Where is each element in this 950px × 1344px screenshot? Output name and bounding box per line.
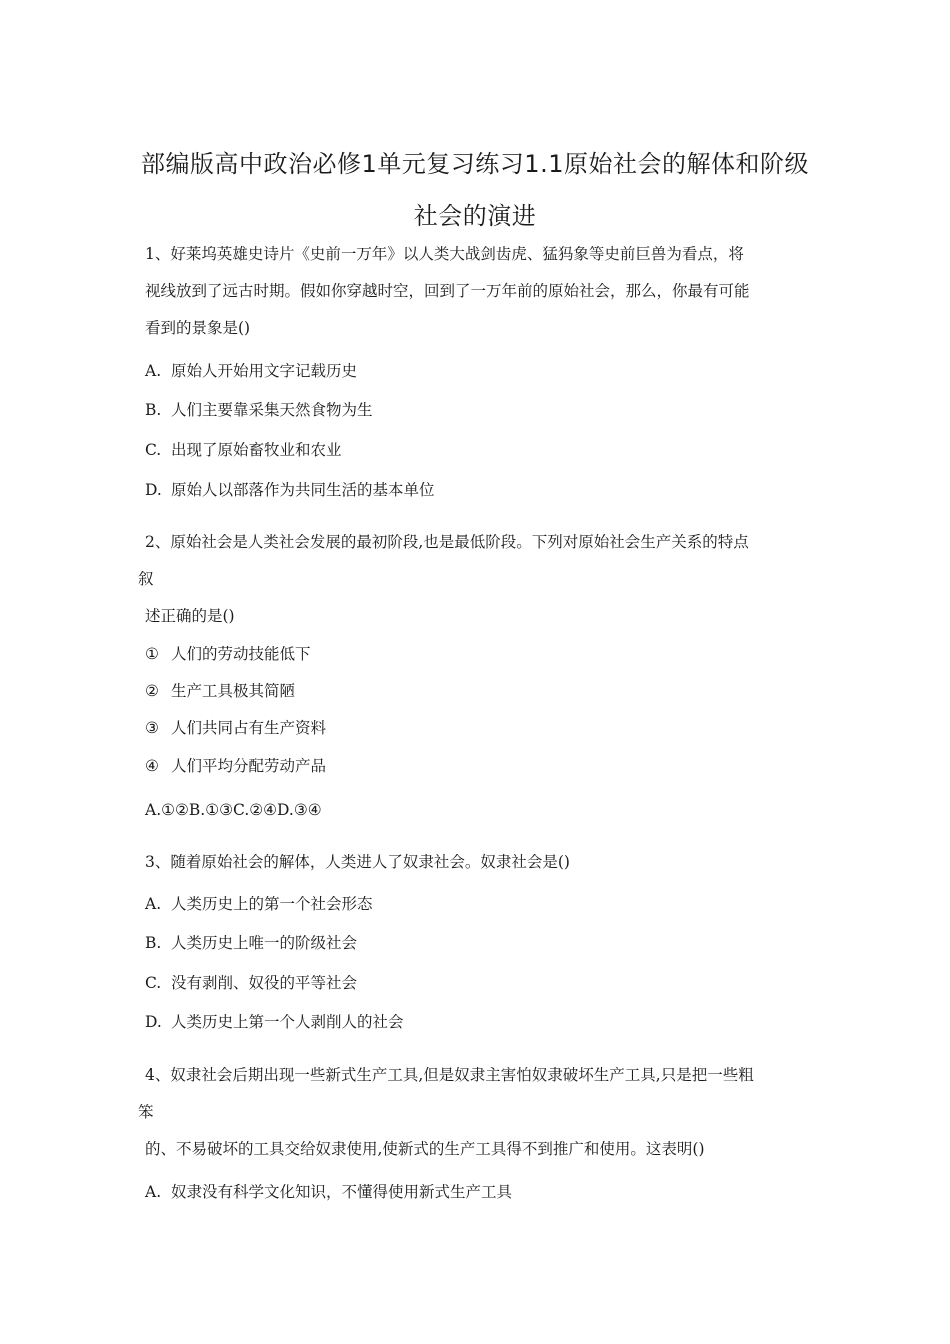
- question-1-text-line-1: 1、好莱坞英雄史诗片《史前一万年》以人类大战剑齿虎、猛犸象等史前巨兽为看点，将: [145, 245, 744, 263]
- option-text: 人类历史上的第一个社会形态: [171, 895, 373, 913]
- statement-text: 人们的劳动技能低下: [171, 645, 311, 663]
- option-text: 人类历史上唯一的阶级社会: [171, 934, 358, 952]
- question-1-text-line-3: 看到的景象是(): [145, 319, 251, 337]
- statement-label: ①: [145, 645, 159, 663]
- question-2-statement-4: [145, 756, 326, 776]
- option-text: 出现了原始畜牧业和农业: [171, 441, 342, 459]
- option-label: A.: [145, 362, 162, 380]
- statement-text: 人们平均分配劳动产品: [171, 757, 327, 775]
- question-2-text-line-1: 2、原始社会是人类社会发展的最初阶段,也是最低阶段。下列对原始社会生产关系的特点: [145, 533, 749, 551]
- question-2-statement-2: [145, 681, 295, 701]
- option-label: C.: [145, 974, 162, 992]
- option-label: A.: [145, 1183, 162, 1201]
- statement-label: ④: [145, 757, 159, 775]
- question-1-option-b: [145, 400, 373, 420]
- question-3-option-b: [145, 933, 357, 953]
- statement-text: 人们共同占有生产资料: [171, 719, 327, 737]
- option-label: C.: [145, 441, 162, 459]
- question-2-text-line-2: 叙: [138, 570, 154, 588]
- option-label: B.: [145, 401, 162, 419]
- statement-label: ③: [145, 719, 159, 737]
- option-text: 原始人开始用文字记载历史: [171, 362, 358, 380]
- option-label: D.: [145, 1013, 162, 1031]
- option-label: A.: [145, 895, 162, 913]
- question-1-text-line-2: 视线放到了远古时期。假如你穿越时空，回到了一万年前的原始社会，那么，你最有可能: [145, 282, 750, 300]
- document-title-line-2: 社会的演进: [413, 202, 537, 230]
- question-4-text-line-2: 笨: [138, 1103, 154, 1121]
- question-1-option-a: [145, 361, 357, 381]
- question-2-text-line-3: 述正确的是(): [145, 607, 235, 625]
- document-title-line-1: 部编版高中政治必修1单元复习练习1.1原始社会的解体和阶级: [141, 150, 809, 178]
- statement-label: ②: [145, 682, 159, 700]
- option-text: 奴隶没有科学文化知识，不懂得使用新式生产工具: [171, 1183, 513, 1201]
- option-text: 人类历史上第一个人剥削人的社会: [171, 1013, 404, 1031]
- question-4-option-a: [145, 1182, 512, 1202]
- question-3-option-a: [145, 894, 373, 914]
- statement-text: 生产工具极其简陋: [171, 682, 296, 700]
- question-3-text-line-1: 3、随着原始社会的解体，人类进人了奴隶社会。奴隶社会是(): [145, 853, 570, 871]
- option-text: 原始人以部落作为共同生活的基本单位: [171, 481, 435, 499]
- question-4-text-line-1: 4、奴隶社会后期出现一些新式生产工具,但是奴隶主害怕奴隶破坏生产工具,只是把一些粗: [145, 1066, 754, 1084]
- question-1-option-d: [145, 480, 435, 500]
- question-2-statement-3: [145, 718, 326, 738]
- question-3-option-d: [145, 1012, 404, 1032]
- option-label: B.: [145, 934, 162, 952]
- question-4-text-line-3: 的、不易破坏的工具交给奴隶使用,使新式的生产工具得不到推广和使用。这表明(): [145, 1140, 705, 1158]
- question-2-statement-1: [145, 644, 311, 664]
- question-3-option-c: [145, 973, 357, 993]
- option-text: 没有剥削、奴役的平等社会: [171, 974, 358, 992]
- option-text: 人们主要靠采集天然食物为生: [171, 401, 373, 419]
- option-label: D.: [145, 481, 162, 499]
- question-2-answer-choices: A.①②B.①③C.②④D.③④: [145, 801, 322, 819]
- question-1-option-c: [145, 440, 342, 460]
